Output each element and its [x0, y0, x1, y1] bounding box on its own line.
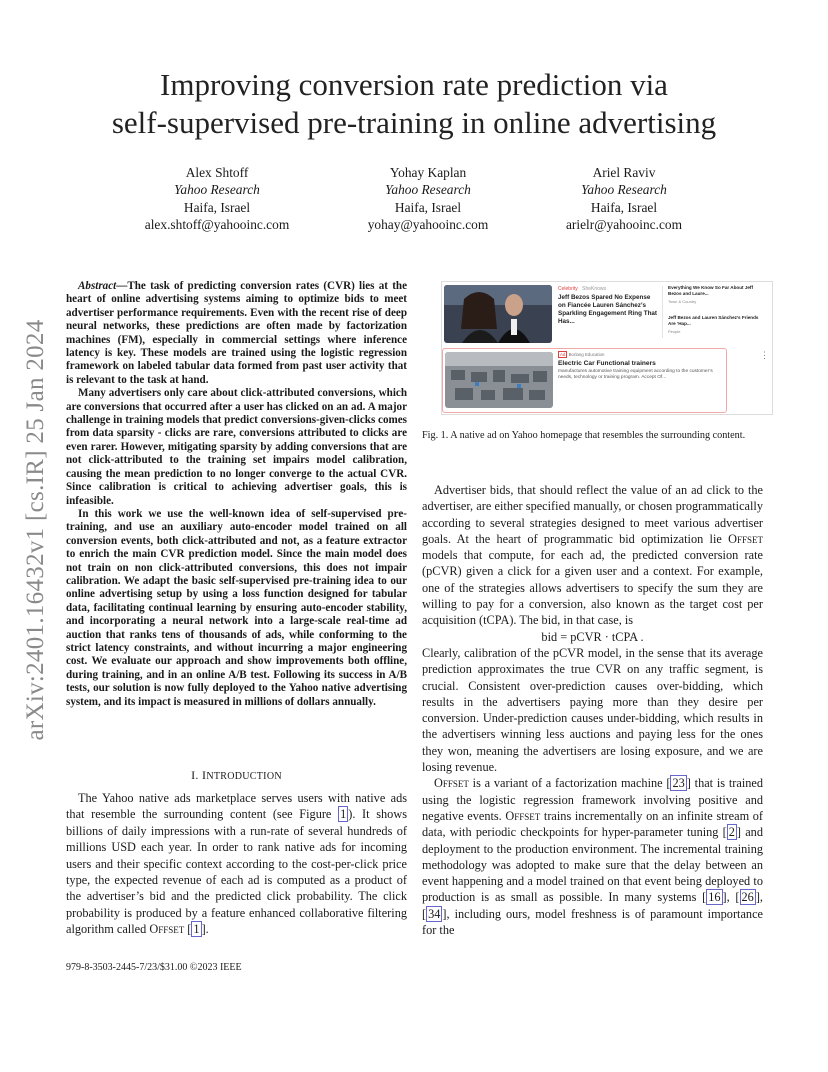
author-email: alex.shtoff@yahooinc.com: [144, 217, 290, 233]
author-name: Yohay Kaplan: [389, 165, 467, 180]
ad-headline-link[interactable]: Electric Car Functional trainers: [558, 360, 656, 367]
ad-advertiser: Borlang Education: [568, 352, 605, 357]
author-email: arielr@yahooinc.com: [565, 217, 683, 233]
offset-term: Offset: [728, 531, 763, 546]
ad-body-text: manufactures automotive training equipment according to the customer’s needs, technology or training program. Accept Of...: [558, 369, 713, 381]
divider: [662, 286, 663, 338]
side-source-2: People: [668, 329, 681, 334]
side-headline-link-2[interactable]: Jeff Bezos and Lauren Sánchez’s Friends Are ‘Hap...: [668, 315, 759, 326]
abstract-lead: Abstract: [78, 280, 117, 292]
citation-link[interactable]: 26: [741, 890, 754, 905]
card-headline-link[interactable]: Jeff Bezos Spared No Expense on Fiancée Lauren Sánchez’s Sparkling Engagement Ring That Has...: [558, 294, 658, 325]
body-text: is a variant of a factorization machine: [468, 776, 667, 791]
abstract-paragraph-1: —The task of predicting conversion rates (CVR) lies at the heart of online advertising systems aiming to optimize bids to meet advertiser performance requirements. Even with the recent rise of deep neural networks, these predictions are often made by factorization machines (FM), especially in commercial settings where inference latency is key. These models are trained using the logistic regression framework on labeled tabular data formed from past user activity that is relevant to the task at hand.: [66, 280, 407, 386]
author-block-3: [509, 164, 739, 234]
author-affiliation: Yahoo Research: [174, 182, 260, 198]
citation-link[interactable]: 16: [708, 890, 721, 905]
more-options-icon[interactable]: ⋮: [760, 350, 769, 360]
celebrity-photo: [444, 285, 552, 343]
citation-link[interactable]: 23: [672, 776, 685, 791]
intro-text: ). It shows billions of daily impressions with a run-rate of several hundreds of millions USD each year. In order to rank native ads for incoming users and their specific context according to the cost-per-click price type, the expected revenue of each ad is computed as a product of the advertiser’s bid and the predicted click probability. The click probability is produced by a feature enhanced collaborative filtering algorithm called: [66, 807, 407, 937]
author-affiliation: Yahoo Research: [385, 182, 471, 198]
section-number: I.: [191, 768, 199, 782]
author-location: Haifa, Israel: [394, 199, 462, 215]
offset-term: Offset: [149, 922, 185, 937]
abstract-paragraph-2: Many advertisers only care about click-attributed conversions, which are conversions that occurred after a user has clicked on an ad. A major challenge in training models that predict conversions-given-clicks comes from data sparsity - clicks are rare, conversions attributed to clicks are even rarer. However, mitigating sparsity by adding conversions that are not click-attributed to the training set impairs model calibration, causing the mean prediction to no longer converge to the actual CVR. Since calibration is critical to achieving advertiser goals, this is infeasible.: [66, 387, 407, 507]
factory-photo: [445, 352, 553, 408]
title-line-2: self-supervised pre-training in online advertising: [111, 105, 717, 140]
figure-caption: Fig. 1. A native ad on Yahoo homepage that resembles the surrounding content.: [422, 430, 746, 441]
introduction-text: The Yahoo native ads marketplace serves users with native ads that resemble the surrounding content (see Figure 1 ). It shows billions of daily impressions with a run-rate of several hundreds of millions USD each year. In order to rank native ads for incoming users and their specific context according to the cost-per-click price type, the expected revenue of each ad is computed as a product of the advertiser’s bid and the predicted click probability. The click probability is produced by a feature enhanced collaborative filtering algorithm called Offset [ 1 ].: [66, 791, 407, 937]
body-text: trains incrementally on an infinite stream of data, with periodic checkpoints for hyper-parameter tuning: [422, 808, 763, 840]
right-column-text: Advertiser bids, that should reflect the value of an ad click to the advertiser, are either specified manually, or chosen programmatically according to several strategies designed to meet various advertiser goals. At the heart of programmatic bid optimization lie Offset models that compute, for each ad, the predicted conversion rate (pCVR) given a click for a given user and a context. For example, one of the strategies allows advertisers to specify the sum they are willing to pay for a conversion, also known as the target cost per acquisition (tCPA). The bid, in that case, is bid = pCVR · tCPA . Clearly, calibration of the pCVR model, in the sense that its average prediction approximates the true CVR on any traffic segment, is crucial. Consistent over-prediction causes over-bidding, which results in the advertisers paying more than they desire per conversion. Under-prediction causes under-bidding, which results in the advertisers winning less auctions and paying less for the ones they won, meaning the advertisers are losing exposure, and we are losing revenue. Offset is a variant of a factorization machine [ 23 ] that is trained using the logistic regression framework involving positive and negative events. Offset trains incrementally on an infinite stream of data, with periodic checkpoints for hyper-parameter tuning [ 2 ] and deployment to the production environment. The incremental training methodology was adopted to make sure that the delay between an event happening and a model trained on that event being deployed to production is as small as possible. In many systems [ 16 ], [ 26 ], [ 34 ], including ours, model freshness is of paramount importance for the: [422, 483, 763, 938]
section-title-rest: NTRODUCTION: [206, 771, 282, 782]
author-name: Alex Shtoff: [185, 165, 249, 180]
bid-equation: bid = pCVR · tCPA .: [541, 629, 644, 644]
arxiv-stamp: arXiv:2401.16432v1 [cs.IR] 25 Jan 2024: [22, 319, 49, 741]
card-source: SheKnows: [582, 286, 607, 292]
author-affiliation: Yahoo Research: [581, 182, 667, 198]
figure-ref-link[interactable]: 1: [340, 807, 347, 822]
abstract: [66, 280, 407, 709]
citation-link[interactable]: 2: [728, 825, 735, 840]
card-category: Celebrity: [558, 286, 578, 292]
side-headline-link-1[interactable]: Everything We Know So Far About Jeff Bezos and Laure...: [668, 285, 753, 296]
figure-native-ad: [441, 281, 773, 415]
paper-title: [0, 66, 828, 142]
body-text: models that compute, for each ad, the predicted conversion rate (pCVR) given a click for a given user and a context. For example, one of the strategies allows advertisers to specify the sum they are willing to pay for a conversion, also known as the target cost per acquisition (tCPA). The bid, in that case, is: [422, 548, 763, 628]
ad-label-row: [558, 352, 605, 357]
body-text: and deployment to the production environment. The incremental training methodology was adopted to make sure that the delay between an event happening and a model trained on that event being deployed to production is as small as possible. In many systems: [422, 825, 763, 905]
calibration-paragraph: Clearly, calibration of the pCVR model, in the sense that its average prediction approximates the true CVR on any traffic segment, is crucial. Consistent over-prediction causes over-bidding, which results in the advertisers paying more than they desire per conversion. Under-prediction causes under-bidding, which results in the advertisers winning less auctions and paying less for the ones they won, meaning the advertisers are losing exposure, and we are losing revenue.: [422, 645, 763, 775]
citation-link[interactable]: 34: [428, 906, 441, 921]
card-tag: [558, 286, 606, 292]
abstract-paragraph-3: In this work we use the well-known idea of self-supervised pre-training, and use an auxiliary auto-encoder model trained on all conversion events, both click-attributed and not, as a feature extractor to enrich the main CVR prediction model. Since the main model does not train on non click-attributed conversions, this does not impair calibration. We adapt the basic self-supervised pre-training idea to our online advertising setup by using a loss function designed for tabular data, facilitating continual learning by ensuring auto-encoder stability, and incorporating a neural network into a large-scale real-time ad auction that ranks tens of thousands of ads, while conforming to the strict latency constraints, and without incurring a major engineering cost. We evaluate our approach and show improvements both offline, during training, and in an online A/B test. Following its success in A/B tests, our solution is now fully deployed to the Yahoo native advertising system, and its impact is measured in millions of dollars annually.: [66, 507, 407, 708]
author-email: yohay@yahooinc.com: [367, 217, 489, 233]
section-heading-introduction: [66, 768, 407, 783]
side-source-1: Town & Country: [668, 299, 697, 304]
intro-text: .: [205, 922, 209, 937]
offset-term: Offset: [434, 776, 469, 791]
author-block-1: [102, 164, 332, 234]
citation-link[interactable]: 1: [193, 922, 200, 937]
body-text: that is trained using the logistic regression framework involving positive and negative events.: [422, 776, 763, 823]
copyright-footnote: 979-8-3503-2445-7/23/$31.00 ©2023 IEEE: [66, 962, 242, 973]
section-title-first: I: [202, 768, 207, 782]
author-location: Haifa, Israel: [183, 199, 251, 215]
body-text: , including ours, model freshness is of paramount importance for the: [422, 906, 763, 938]
ad-badge: Ad: [560, 352, 566, 357]
intro-text: The Yahoo native ads marketplace serves users with native ads that resemble the surrounding content (see Figure: [66, 791, 407, 822]
title-line-1: Improving conversion rate prediction via: [160, 67, 668, 102]
offset-term: Offset: [505, 808, 541, 823]
author-name: Ariel Raviv: [592, 165, 656, 180]
author-location: Haifa, Israel: [590, 199, 658, 215]
body-text: Advertiser bids, that should reflect the value of an ad click to the advertiser, are either specified manually, or chosen programmatically according to several strategies designed to meet various advertiser goals. At the heart of programmatic bid optimization lie: [422, 483, 763, 546]
native-ad-card[interactable]: [442, 348, 727, 413]
